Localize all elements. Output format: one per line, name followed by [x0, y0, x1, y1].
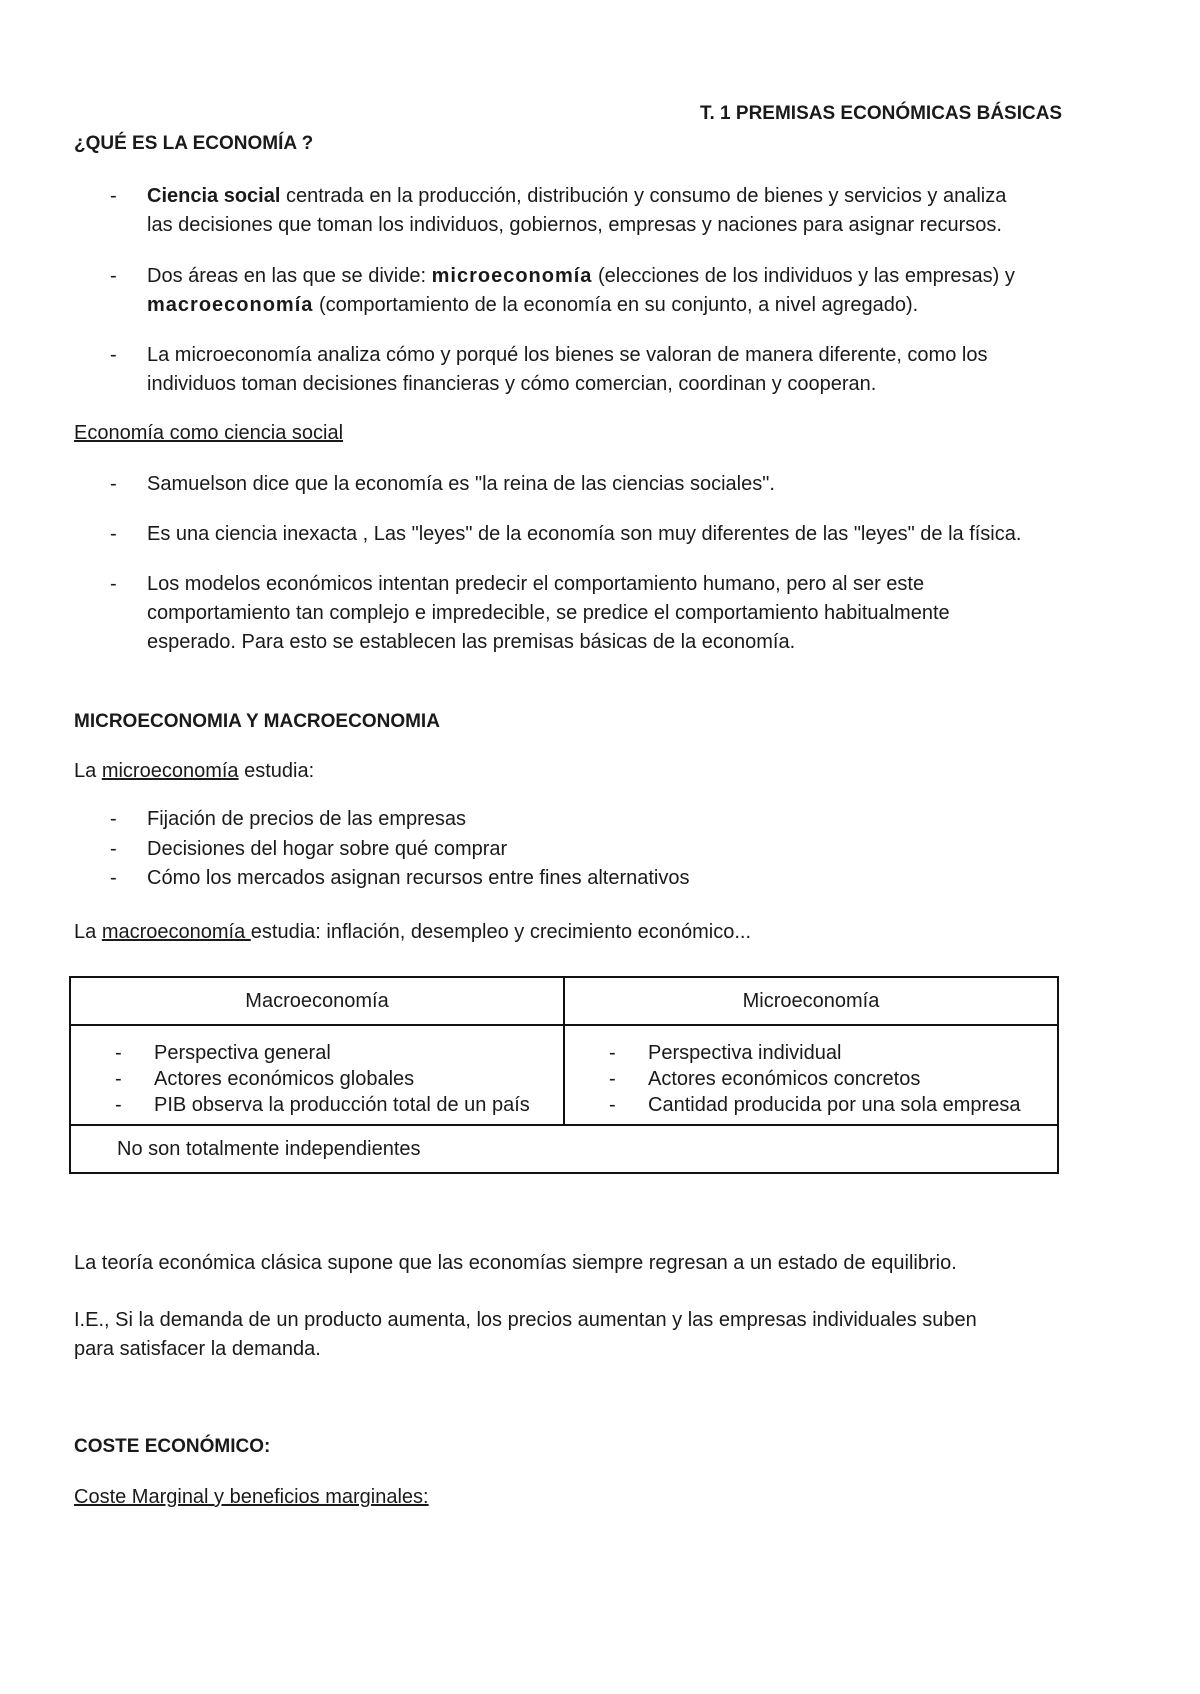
term-macroeconomia-underlined: macroeconomía — [101, 921, 251, 943]
heading-micro-macro: MICROECONOMIA Y MACROECONOMIA — [74, 711, 440, 732]
bullet-text: Los modelos económicos intentan predecir el comportamiento humano, pero al ser este — [147, 573, 925, 595]
bullet-text: comportamiento tan complejo e impredecible, se predice el comportamiento habitualmente — [147, 602, 950, 624]
list-item-text: Decisiones del hogar sobre qué comprar — [147, 838, 508, 860]
list-item: - Perspectiva individual — [609, 1040, 1043, 1066]
list-item-text: Fijación de precios de las empresas — [147, 808, 467, 830]
table-header-macro: Macroeconomía — [70, 977, 564, 1025]
table-header-micro: Microeconomía — [564, 977, 1058, 1025]
bullet-dash: - — [110, 838, 117, 860]
table-footer-row — [70, 1125, 1058, 1173]
text: estudia: — [238, 760, 315, 782]
micro-intro — [74, 760, 314, 783]
table-row — [70, 1025, 1058, 1125]
text: estudia: inflación, desempleo y crecimiento económico... — [250, 921, 752, 943]
text: I.E., Si la demanda de un producto aumenta, los precios aumentan y las empresas individuales suben — [74, 1309, 977, 1331]
bullet-dash: - — [110, 265, 117, 287]
bullet-dash: - — [110, 867, 117, 889]
bullet-text: las decisiones que toman los individuos, gobiernos, empresas y naciones para asignar recursos. — [147, 214, 1002, 236]
term-macroeconomia: macroeconomía — [147, 294, 314, 316]
bullet-dash: - — [110, 473, 117, 495]
bullet-text: individuos toman decisiones financieras y cómo comercian, coordinan y cooperan. — [147, 373, 877, 395]
subheading-ciencia-social: Economía como ciencia social — [74, 422, 344, 444]
bullet-text: (comportamiento de la economía en su conjunto, a nivel agregado). — [313, 294, 919, 316]
bullet-text: esperado. Para esto se establecen las premisas básicas de la economía. — [147, 631, 796, 653]
term-microeconomia-underlined: microeconomía — [101, 760, 239, 782]
paragraph-equilibrio: La teoría económica clásica supone que las economías siempre regresan a un estado de equilibrio. — [74, 1252, 957, 1274]
heading-coste-economico: COSTE ECONÓMICO: — [74, 1436, 271, 1457]
subheading-coste-marginal: Coste Marginal y beneficios marginales: — [74, 1486, 429, 1508]
table-cell-macro — [70, 1025, 564, 1125]
bullet-dash: - — [110, 185, 117, 207]
term-microeconomia: microeconomía — [431, 265, 593, 287]
bullet-text: Dos áreas en las que se divide: — [147, 265, 432, 287]
table-header-row — [70, 977, 1058, 1025]
list-item: - Cantidad producida por una sola empresa — [609, 1092, 1043, 1118]
bullet-text: Samuelson dice que la economía es "la reina de las ciencias sociales". — [147, 473, 775, 495]
list-item: - Actores económicos concretos — [609, 1066, 1043, 1092]
term-ciencia-social: Ciencia social — [147, 185, 281, 207]
table-footer: No son totalmente independientes — [70, 1125, 1058, 1173]
macro-line — [74, 921, 751, 944]
paragraph-ejemplo — [74, 1306, 977, 1364]
bullet-text: (elecciones de los individuos y las empresas) y — [592, 265, 1015, 287]
bullet-text: centrada en la producción, distribución y consumo de bienes y servicios y analiza — [280, 185, 1007, 207]
bullet-text: Es una ciencia inexacta , Las "leyes" de la economía son muy diferentes de las "leyes" de la física. — [147, 523, 1022, 545]
text: La — [74, 921, 102, 943]
comparison-table — [69, 976, 1059, 1174]
bullet-dash: - — [110, 573, 117, 595]
bullet-text: La microeconomía analiza cómo y porqué los bienes se valoran de manera diferente, como los — [147, 344, 988, 366]
bullet-dash: - — [110, 808, 117, 830]
text: para satisfacer la demanda. — [74, 1338, 321, 1360]
bullet-dash: - — [110, 344, 117, 366]
heading-que-es-economia: ¿QUÉ ES LA ECONOMÍA ? — [74, 133, 314, 154]
list-item: - Actores económicos globales — [115, 1066, 549, 1092]
document-title: T. 1 PREMISAS ECONÓMICAS BÁSICAS — [700, 103, 1063, 124]
text: La — [74, 760, 102, 782]
table-cell-micro — [564, 1025, 1058, 1125]
list-item-text: Cómo los mercados asignan recursos entre fines alternativos — [147, 867, 690, 889]
bullet-dash: - — [110, 523, 117, 545]
list-item: - PIB observa la producción total de un país — [115, 1092, 549, 1118]
list-item: - Perspectiva general — [115, 1040, 549, 1066]
